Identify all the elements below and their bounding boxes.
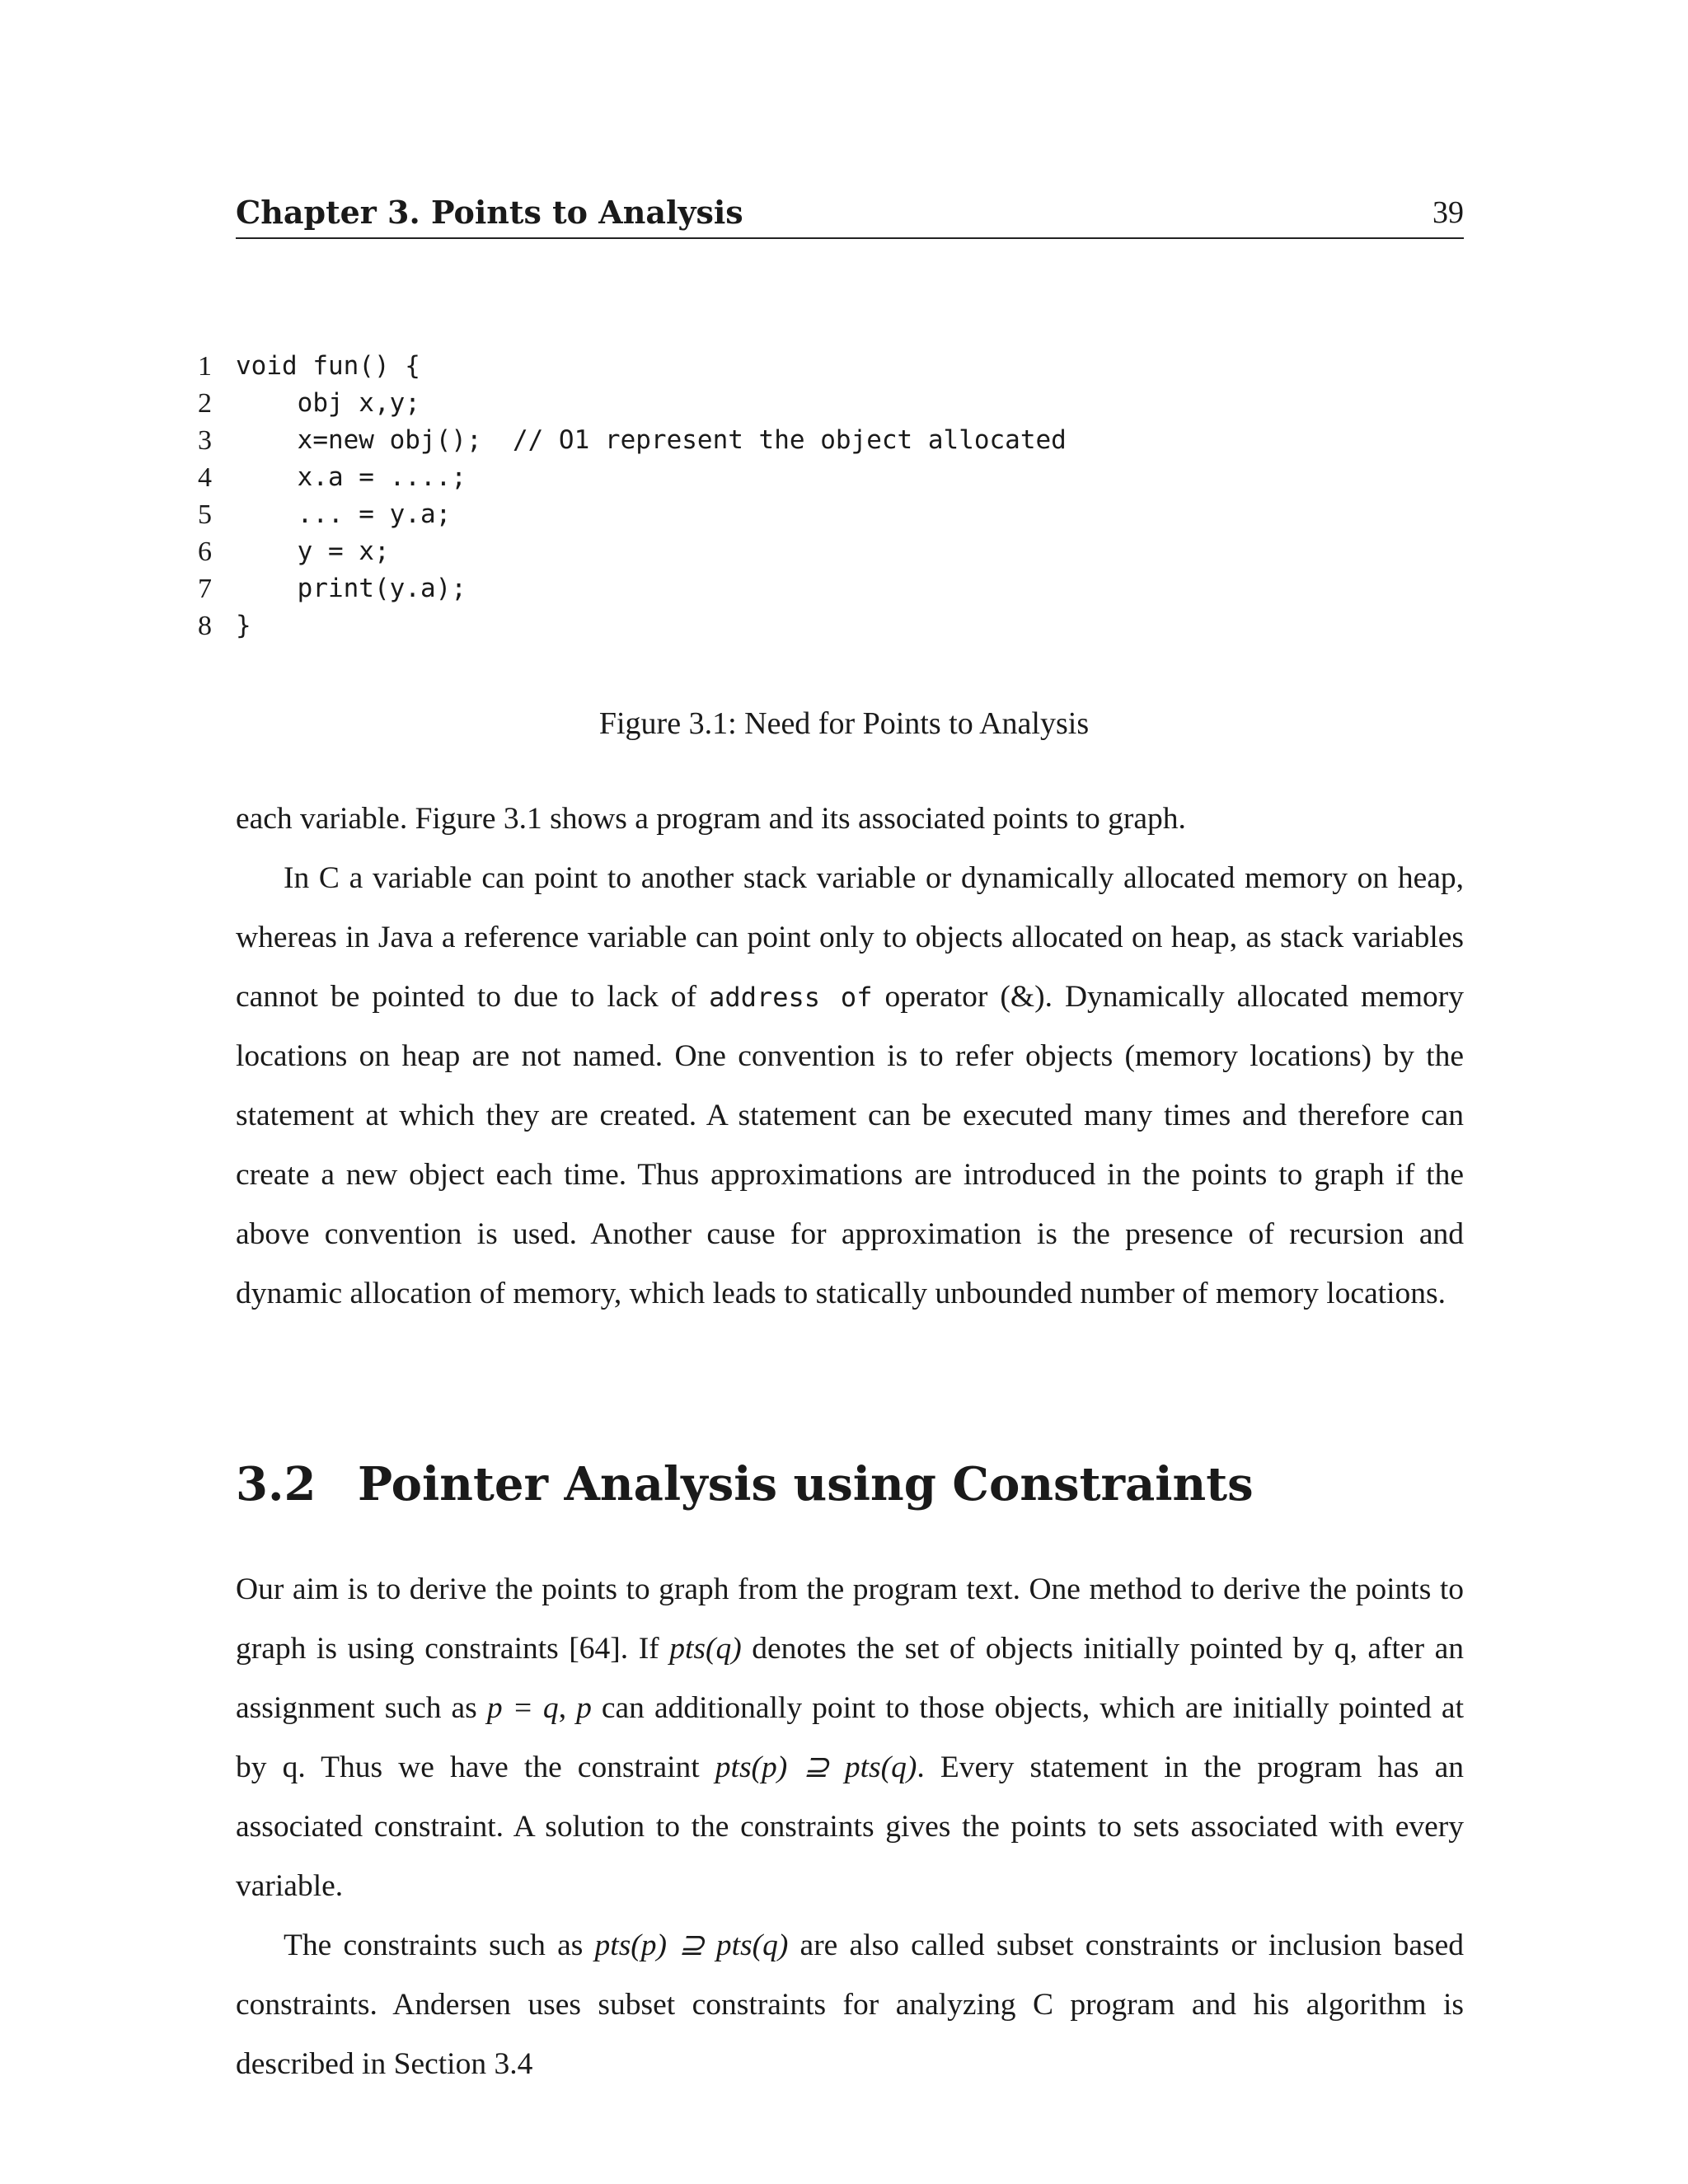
paragraph-text: . Every statement in the program has an associated constraint. A solution to the constraints gives the points to sets associated with every variable.: [236, 1750, 1464, 1903]
line-number: 4: [198, 462, 212, 493]
running-header: [236, 196, 1464, 239]
code-listing: [198, 348, 1067, 644]
code-line: [198, 607, 1067, 644]
code-text: }: [236, 611, 251, 640]
code-text: obj x,y;: [236, 388, 420, 418]
paragraph-text: are also called subset constraints or inclusion based constraints. Andersen uses subset constraints for analyzing C program and his algorithm is described in Section 3.4: [236, 1929, 1464, 2081]
code-line: [198, 533, 1067, 570]
code-text: void fun() {: [236, 351, 420, 381]
line-number: 1: [198, 351, 212, 382]
paragraph-text: ,: [558, 1691, 577, 1725]
line-number: 3: [198, 425, 212, 456]
line-number: 6: [198, 537, 212, 567]
paragraph-2: [236, 849, 1464, 1324]
code-line: [198, 348, 1067, 385]
code-text: x=new obj(); // O1 represent the object allocated: [236, 425, 1067, 455]
paragraph-4: [236, 1916, 1464, 2094]
math-inline: p: [576, 1691, 592, 1725]
math-inline: p = q: [486, 1691, 559, 1725]
figure-caption: Figure 3.1: Need for Points to Analysis: [598, 706, 1090, 741]
inline-code: address of: [709, 982, 873, 1013]
chapter-title: Chapter 3. Points to Analysis: [236, 194, 743, 231]
code-text: ... = y.a;: [236, 499, 452, 529]
paragraph-text: can additionally point to those objects, which are initially pointed at by q. Thus we have the constraint: [236, 1691, 1464, 1784]
paragraph-3: [236, 1560, 1464, 1916]
code-line: [198, 422, 1067, 459]
paragraph-text: denotes the set of objects initially pointed by q, after an assignment such as: [236, 1632, 1465, 1725]
paragraph-text: The constraints such as: [284, 1929, 595, 1962]
section-heading: [236, 1457, 1254, 1511]
paragraph-text: operator (&). Dynamically allocated memory locations on heap are not named. One convention is to refer objects (memory locations) by the statement at which they are created. A statement can be executed many times and therefore can create a new object each time. Thus approximations are introduced in the points to graph if the above convention is used. Another cause for approximation is the presence of recursion and dynamic allocation of memory, which leads to statically unbounded number of memory locations.: [236, 980, 1465, 1310]
code-line: [198, 459, 1067, 496]
line-number: 8: [198, 611, 212, 641]
line-number: 2: [198, 388, 212, 419]
math-inline: pts(q): [669, 1632, 742, 1666]
code-line: [198, 570, 1067, 607]
code-line: [198, 496, 1067, 533]
page-number: 39: [1432, 195, 1464, 230]
math-inline: pts(p) ⊇ pts(q): [715, 1750, 917, 1784]
line-number: 5: [198, 499, 212, 530]
code-line: [198, 385, 1067, 422]
math-inline: pts(p) ⊇ pts(q): [594, 1929, 789, 1962]
paragraph-text: Our aim is to derive the points to graph from the program text. One method to derive the points to graph is using constraints [64]. If: [236, 1572, 1464, 1666]
paragraph-1: [236, 790, 1464, 849]
paragraph-text: each variable. Figure 3.1 shows a program and its associated points to graph.: [236, 802, 1186, 836]
section-title: Pointer Analysis using Constraints: [358, 1457, 1254, 1511]
code-text: print(y.a);: [236, 574, 467, 603]
code-text: y = x;: [236, 537, 390, 566]
section-number: 3.2: [236, 1457, 316, 1511]
code-text: x.a = ....;: [236, 462, 467, 492]
paragraph-text: In C a variable can point to another stack variable or dynamically allocated memory on heap, whereas in Java a reference variable can point only to objects allocated on heap, as stack variables cannot be pointed to due to lack of: [236, 861, 1464, 1014]
line-number: 7: [198, 574, 212, 604]
